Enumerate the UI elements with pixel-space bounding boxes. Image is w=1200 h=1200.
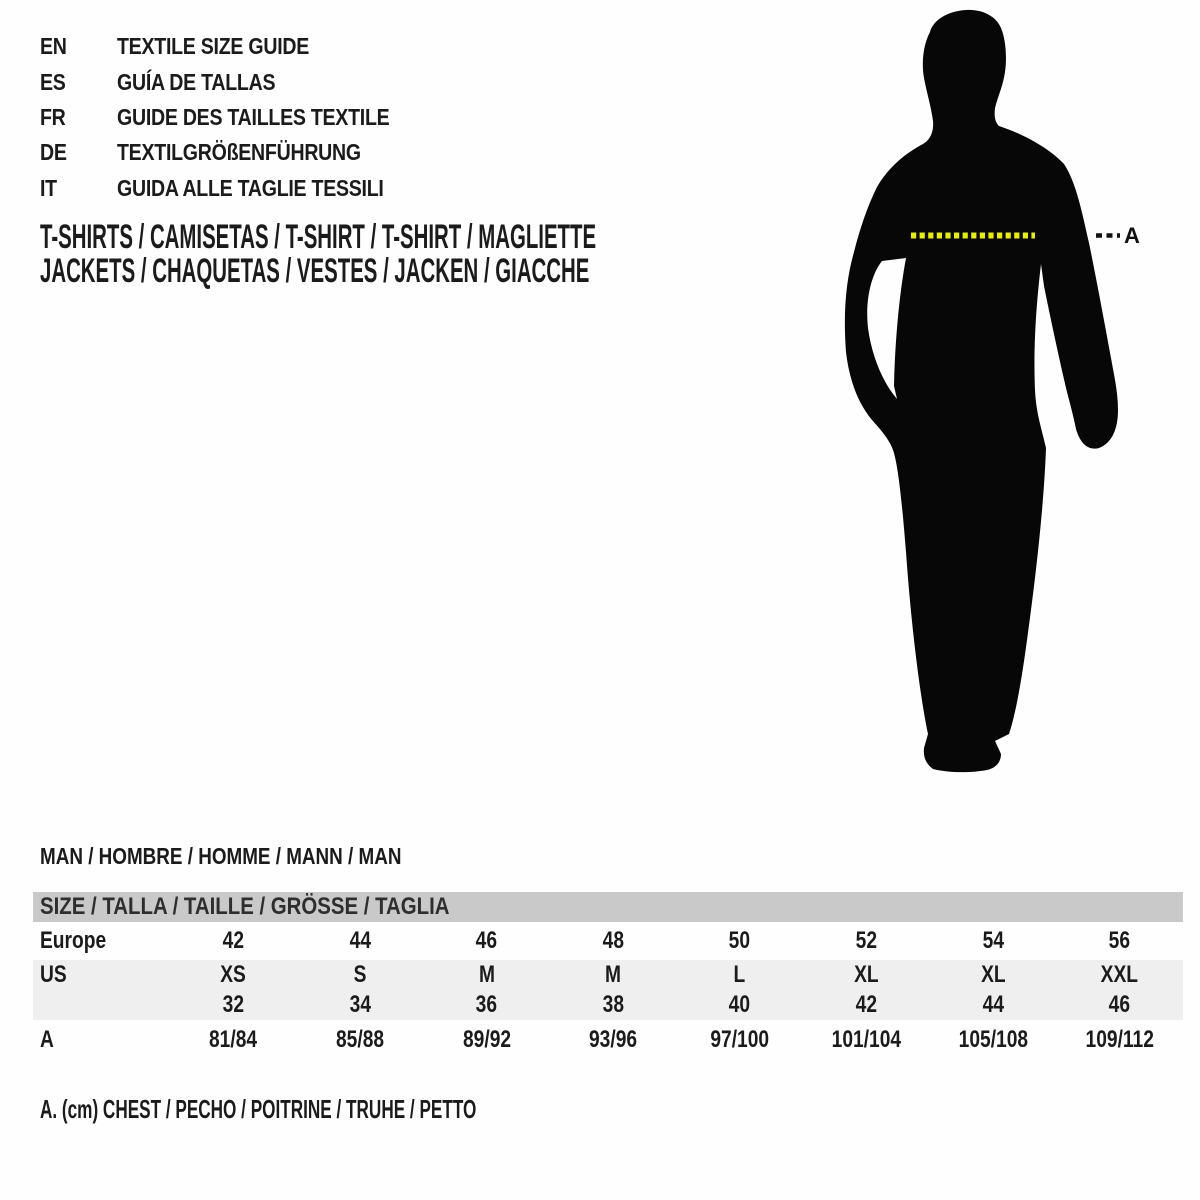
table-row-us [33, 960, 1183, 990]
size-cell: M [478, 961, 495, 988]
size-cell: 36 [475, 991, 498, 1018]
title-text: TEXTILGRÖßENFÜHRUNG [117, 139, 361, 166]
size-cell: 109/112 [1085, 1026, 1154, 1053]
title-row-it [40, 171, 438, 206]
size-cell: 50 [729, 927, 751, 954]
size-cell: 46 [475, 927, 498, 954]
table-row-europe [33, 922, 1183, 960]
size-cell: S [353, 961, 367, 988]
table-row-chest-a [33, 1020, 1183, 1060]
size-cell: 97/100 [710, 1026, 770, 1053]
size-cell: 34 [349, 991, 371, 1018]
language-code: ES [40, 68, 66, 95]
title-row-en [40, 29, 438, 64]
size-cell: 42 [855, 991, 878, 1018]
language-code: DE [40, 139, 67, 166]
size-cell: 54 [982, 927, 1004, 954]
title-text: TEXTILE SIZE GUIDE [117, 33, 310, 60]
size-cell: 44 [349, 927, 371, 954]
size-cell: 81/84 [209, 1026, 258, 1053]
gender-section-heading: MAN / HOMBRE / HOMME / MANN / MAN [40, 843, 402, 869]
man-silhouette [845, 10, 1118, 772]
size-cell: 52 [855, 927, 878, 954]
table-row-us-numeric [33, 990, 1183, 1020]
category-line-jackets: JACKETS / CHAQUETAS / VESTES / JACKEN / GIACCHE [40, 252, 590, 290]
size-cell: XL [854, 961, 879, 988]
size-table-header-bar [33, 892, 1183, 922]
row-label: US [40, 961, 67, 988]
title-text: GUIDA ALLE TAGLIE TESSILI [117, 174, 384, 201]
title-row-es [40, 64, 438, 99]
size-cell: XXL [1101, 961, 1139, 988]
title-row-de [40, 135, 438, 170]
size-table-header-text: SIZE / TALLA / TAILLE / GRÖSSE / TAGLIA [40, 893, 450, 920]
size-cell: 46 [1108, 991, 1131, 1018]
size-cell: 32 [222, 991, 244, 1018]
size-cell: 38 [602, 991, 624, 1018]
row-label: A [40, 1026, 54, 1053]
size-cell: 101/104 [831, 1026, 902, 1053]
size-cell: 85/88 [335, 1026, 384, 1053]
measurement-label-a: A [1124, 223, 1140, 248]
size-cell: XS [220, 961, 247, 988]
title-text: GUIDE DES TAILLES TEXTILE [117, 103, 390, 130]
language-title-block [40, 29, 438, 206]
size-cell: 42 [222, 927, 244, 954]
size-cell: 105/108 [958, 1026, 1028, 1053]
language-code: FR [40, 103, 66, 130]
size-cell: XL [980, 961, 1006, 988]
size-table [33, 922, 1183, 1060]
category-line-tshirts: T-SHIRTS / CAMISETAS / T-SHIRT / T-SHIRT / MAGLIETTE [40, 218, 597, 256]
size-cell: 89/92 [462, 1026, 511, 1053]
size-cell: M [605, 961, 622, 988]
size-cell: 44 [982, 991, 1004, 1018]
language-code: IT [40, 174, 57, 201]
size-cell: L [733, 961, 746, 988]
title-row-fr [40, 100, 438, 135]
man-silhouette-figure [820, 0, 1160, 790]
row-label: Europe [40, 927, 107, 954]
language-code: EN [40, 33, 67, 60]
row-label [33, 991, 170, 1019]
size-cell: 40 [729, 991, 751, 1018]
size-cell: 93/96 [589, 1026, 638, 1053]
size-cell: 56 [1108, 927, 1131, 954]
size-cell: 48 [602, 927, 624, 954]
measurement-footnote: A. (cm) CHEST / PECHO / POITRINE / TRUHE / PETTO [40, 1094, 477, 1124]
title-text: GUÍA DE TALLAS [117, 68, 276, 95]
